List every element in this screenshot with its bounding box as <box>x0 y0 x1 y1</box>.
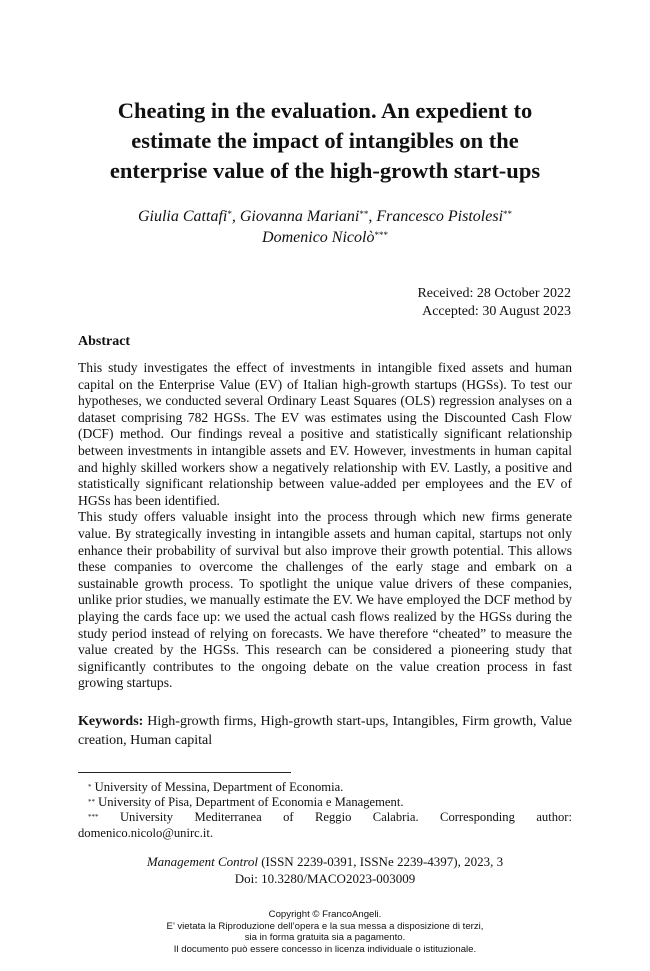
author-mark: * <box>227 209 232 219</box>
author-name: Giulia Cattafi <box>137 208 228 225</box>
abstract-body <box>78 360 572 692</box>
author-name: Francesco Pistolesi <box>376 208 504 225</box>
author-mark: ** <box>359 209 369 219</box>
keywords-text: High-growth firms, High-growth start-ups, Intangibles, Firm growth, Value creation, Human capital <box>78 714 573 748</box>
accepted-date: Accepted: 30 August 2023 <box>422 304 571 319</box>
author-mark: *** <box>374 230 388 240</box>
footnote-email[interactable]: domenico.nicolo@unirc.it. <box>78 825 214 840</box>
paper-title <box>60 96 590 186</box>
copyright-notice <box>78 909 572 955</box>
footnote-text: University of Pisa, Department of Economia e Management. <box>98 795 404 810</box>
received-date: Received: 28 October 2022 <box>417 286 571 301</box>
copyright-line: Il documento può essere concesso in licenza individuale o istituzionale. <box>173 943 477 955</box>
journal-line <box>78 853 572 870</box>
footnote-mark: * <box>88 783 92 791</box>
keywords <box>78 712 572 750</box>
author-mark: ** <box>503 209 513 219</box>
footnote <box>78 780 572 795</box>
journal-info <box>78 853 572 887</box>
author-list <box>60 206 590 248</box>
abstract-heading: Abstract <box>78 334 131 349</box>
footnote <box>78 810 572 825</box>
footnotes <box>78 780 572 841</box>
keywords-label: Keywords: <box>78 714 144 729</box>
footnote-text: University Mediterranea of Reggio Calabria. Corresponding author: <box>119 810 572 825</box>
author-name: Giovanna Mariani <box>239 208 360 225</box>
title-line: estimate the impact of intangibles on the <box>131 128 519 153</box>
copyright-line: E’ vietata la Riproduzione dell’opera e la sua messa a disposizione di terzi, <box>166 920 484 932</box>
title-line: enterprise value of the high-growth start-ups <box>109 158 541 183</box>
author-line <box>60 227 590 248</box>
author-name: Domenico Nicolò <box>262 229 375 246</box>
copyright-line: sia in forma gratuita sia a pagamento. <box>244 932 406 943</box>
footnote <box>78 795 572 810</box>
abstract-paragraph: This study offers valuable insight into the process through which new firms generate value. By strategically investing in intangible assets and human capital, startups not only enhance their probability of survival but also improve their growth potential. This allows these companies to overcome the challenges of the early stage and embark on a sustainable growth process. To spotlight the unique value drivers of these companies, unlike prior studies, we manually estimate the EV. We have employed the DCF method by playing the cards face up: we used the actual cash flows realized by the HGSs during the study period instead of relying on forecasts. We have therefore “cheated” to measure the value created by the HGSs. This research can be considered a pioneering study that significantly contributes to the ongoing debate on the value creation process in fast growing startups. <box>78 509 572 691</box>
footnote-text: University of Messina, Department of Economia. <box>94 780 344 794</box>
submission-dates <box>417 285 571 321</box>
copyright-line: Copyright © FrancoAngeli. <box>268 909 382 920</box>
footnote-divider <box>78 772 291 773</box>
journal-details: (ISSN 2239-0391, ISSNe 2239-4397), 2023, 3 <box>261 854 504 869</box>
footnote-mark: *** <box>88 813 99 822</box>
journal-doi: Doi: 10.3280/MACO2023-003009 <box>234 871 416 886</box>
abstract-paragraph: This study investigates the effect of investments in intangible fixed assets and human capital on the Enterprise Value (EV) of Italian high-growth startups (HGSs). To test our hypotheses, we conducted several Ordinary Least Squares (OLS) regression analyses on a dataset comprising 782 HGSs. The EV was estimates using the Discounted Cash Flow (DCF) method. Our findings reveal a positive and statistically significant relationship between investments in intangible assets and EV. However, investments in human capital and highly skilled workers show a negatively relationship with EV. Lastly, a positive and statistically significant relationship between value-added per employees and the EV of HGSs has been identified. <box>78 360 572 508</box>
author-line: Giulia Cattafi*, Giovanna Mariani**, Francesco Pistolesi** <box>137 208 513 225</box>
title-line: Cheating in the evaluation. An expedient to <box>117 98 533 123</box>
footnote-mark: ** <box>88 798 95 807</box>
journal-name: Management Control <box>146 854 258 869</box>
